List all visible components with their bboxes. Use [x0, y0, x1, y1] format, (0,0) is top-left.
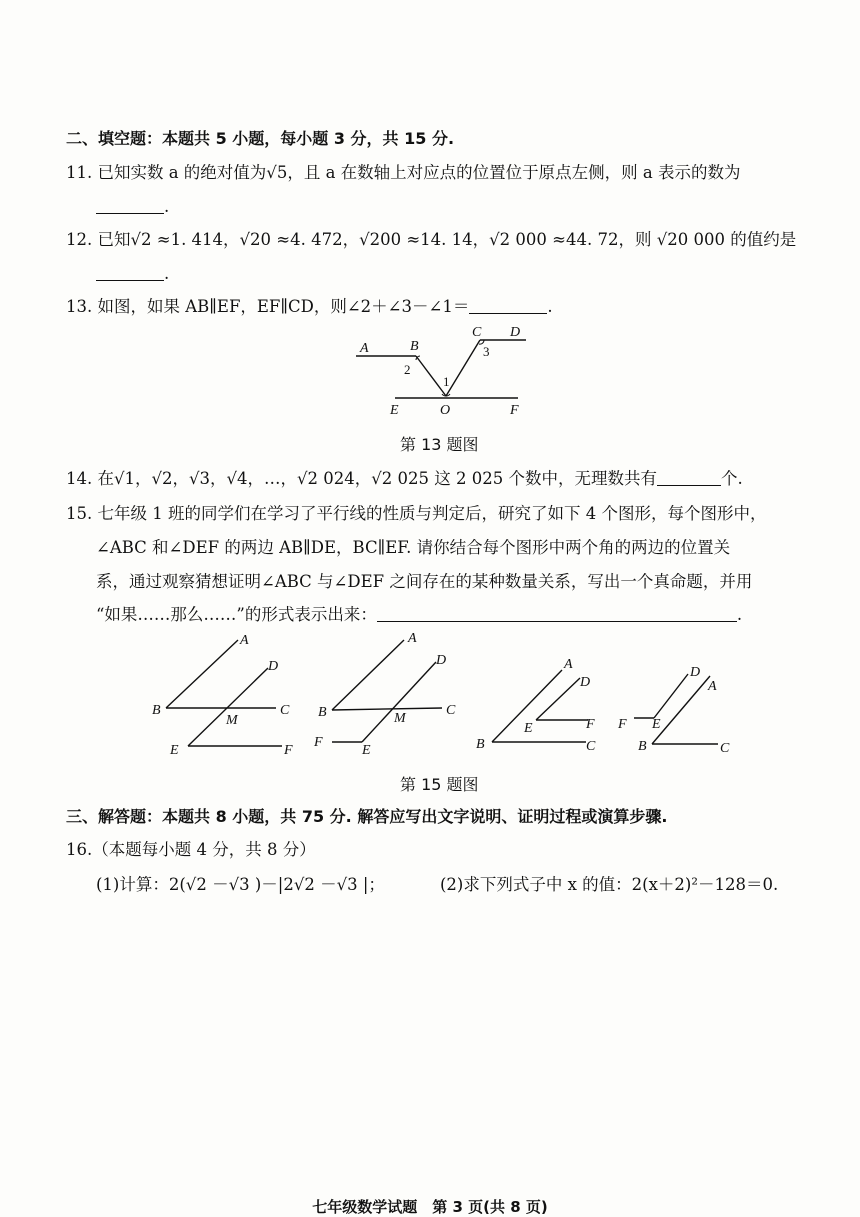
label-d: D	[436, 653, 447, 668]
line-ed	[654, 674, 688, 718]
label-d: D	[580, 675, 591, 690]
question-12-tail: .	[164, 264, 170, 283]
label-f: F	[618, 717, 627, 732]
label-e: E	[652, 717, 661, 732]
question-15-line3: 系，通过观察猜想证明∠ABC 与∠DEF 之间存在的某种数量关系，写出一个真命题，并用	[96, 572, 753, 591]
line-ed	[188, 668, 268, 746]
question-13-tail: .	[547, 297, 553, 316]
line-ed	[362, 662, 436, 742]
line-ba	[166, 640, 238, 708]
section-3-heading: 三、解答题：本题共 8 小题，共 75 分. 解答应写出文字说明、证明过程或演算步骤.	[66, 807, 668, 826]
label-m: M	[226, 713, 238, 728]
answer-blank[interactable]	[377, 605, 737, 622]
label-c: C	[720, 741, 730, 756]
label-e: E	[170, 743, 179, 758]
question-12-line1: 12. 已知√2 ≈1. 414，√20 ≈4. 472，√200 ≈14. 14，√2 000 ≈44. 72，则 √20 000 的值约是	[66, 230, 797, 249]
question-16-intro: 16.（本题每小题 4 分，共 8 分）	[66, 840, 316, 859]
question-15-stem: “如果……那么……”的形式表示出来：	[96, 605, 377, 624]
label-b: B	[476, 737, 485, 752]
question-14-text	[66, 468, 743, 490]
question-13-stem: 13. 如图，如果 AB∥EF，EF∥CD，则∠2＋∠3－∠1＝	[66, 297, 470, 316]
answer-blank[interactable]	[96, 264, 164, 281]
figure-15-panel-3	[476, 657, 596, 754]
label-d: D	[690, 665, 701, 680]
figure-15-caption: 第 15 题图	[400, 775, 479, 794]
question-11-answer-line	[96, 196, 169, 218]
question-13-text	[66, 296, 553, 318]
label-a: A	[564, 657, 573, 672]
line-bc	[332, 708, 442, 710]
label-d: D	[268, 659, 279, 674]
question-14-tail: 个.	[721, 469, 743, 488]
label-f: F	[510, 403, 519, 418]
figure-15-panel-2	[313, 631, 456, 758]
label-a: A	[360, 341, 369, 356]
angle-label-2: 2	[404, 362, 411, 377]
question-12-answer-line	[96, 263, 169, 285]
label-e: E	[362, 743, 371, 758]
section-2-heading: 二、填空题：本题共 5 小题，每小题 3 分，共 15 分.	[66, 129, 455, 148]
line-ed	[536, 678, 580, 720]
angle-label-3: 3	[483, 344, 490, 359]
label-c: C	[280, 703, 290, 718]
label-a: A	[708, 679, 717, 694]
label-e: E	[524, 721, 533, 736]
label-a: A	[408, 631, 417, 646]
figure-13-caption: 第 13 题图	[400, 435, 479, 454]
label-f: F	[314, 735, 323, 750]
figure-13-diagram	[340, 322, 540, 422]
answer-blank[interactable]	[469, 297, 547, 314]
question-15-line4	[96, 604, 742, 626]
answer-blank[interactable]	[657, 469, 721, 486]
line-oc	[446, 340, 480, 396]
label-c: C	[586, 739, 596, 754]
label-b: B	[638, 739, 647, 754]
label-o: O	[440, 403, 451, 418]
figure-15-panel-4	[617, 665, 730, 756]
answer-blank[interactable]	[96, 197, 164, 214]
label-m: M	[394, 711, 406, 726]
page-footer: 七年级数学试题 第 3 页(共 8 页)	[312, 1198, 548, 1216]
label-b: B	[318, 705, 327, 720]
label-c: C	[446, 703, 456, 718]
label-a: A	[240, 633, 249, 648]
label-c: C	[472, 325, 482, 340]
line-ba	[332, 640, 404, 710]
label-b: B	[152, 703, 161, 718]
question-16-part2: (2)求下列式子中 x 的值：2(x＋2)²－128＝0.	[440, 875, 779, 894]
question-11-tail: .	[164, 197, 170, 216]
question-15-line1: 15. 七年级 1 班的同学们在学习了平行线的性质与判定后，研究了如下 4 个图形，每个图形中，	[66, 504, 767, 523]
question-11-line1: 11. 已知实数 a 的绝对值为√5，且 a 在数轴上对应点的位置位于原点左侧，则 a 表示的数为	[66, 163, 741, 182]
line-bo	[416, 356, 446, 396]
label-f: F	[586, 717, 595, 732]
question-14-stem: 14. 在√1，√2，√3，√4，…，√2 024，√2 025 这 2 025 个数中，无理数共有	[66, 469, 658, 488]
question-15-tail: .	[736, 605, 743, 624]
angle-label-1: 1	[443, 374, 450, 389]
label-e: E	[390, 403, 399, 418]
question-15-line2: ∠ABC 和∠DEF 的两边 AB∥DE，BC∥EF. 请你结合每个图形中两个角的两边的位置关	[96, 538, 731, 557]
figure-15-panel-1	[152, 633, 293, 758]
label-d: D	[510, 325, 521, 340]
figure-15-diagrams	[140, 628, 740, 760]
label-f: F	[284, 743, 293, 758]
label-b: B	[410, 339, 419, 354]
question-16-part1: (1)计算：2(√2 －√3 )－|2√2 －√3 |；	[96, 875, 385, 894]
